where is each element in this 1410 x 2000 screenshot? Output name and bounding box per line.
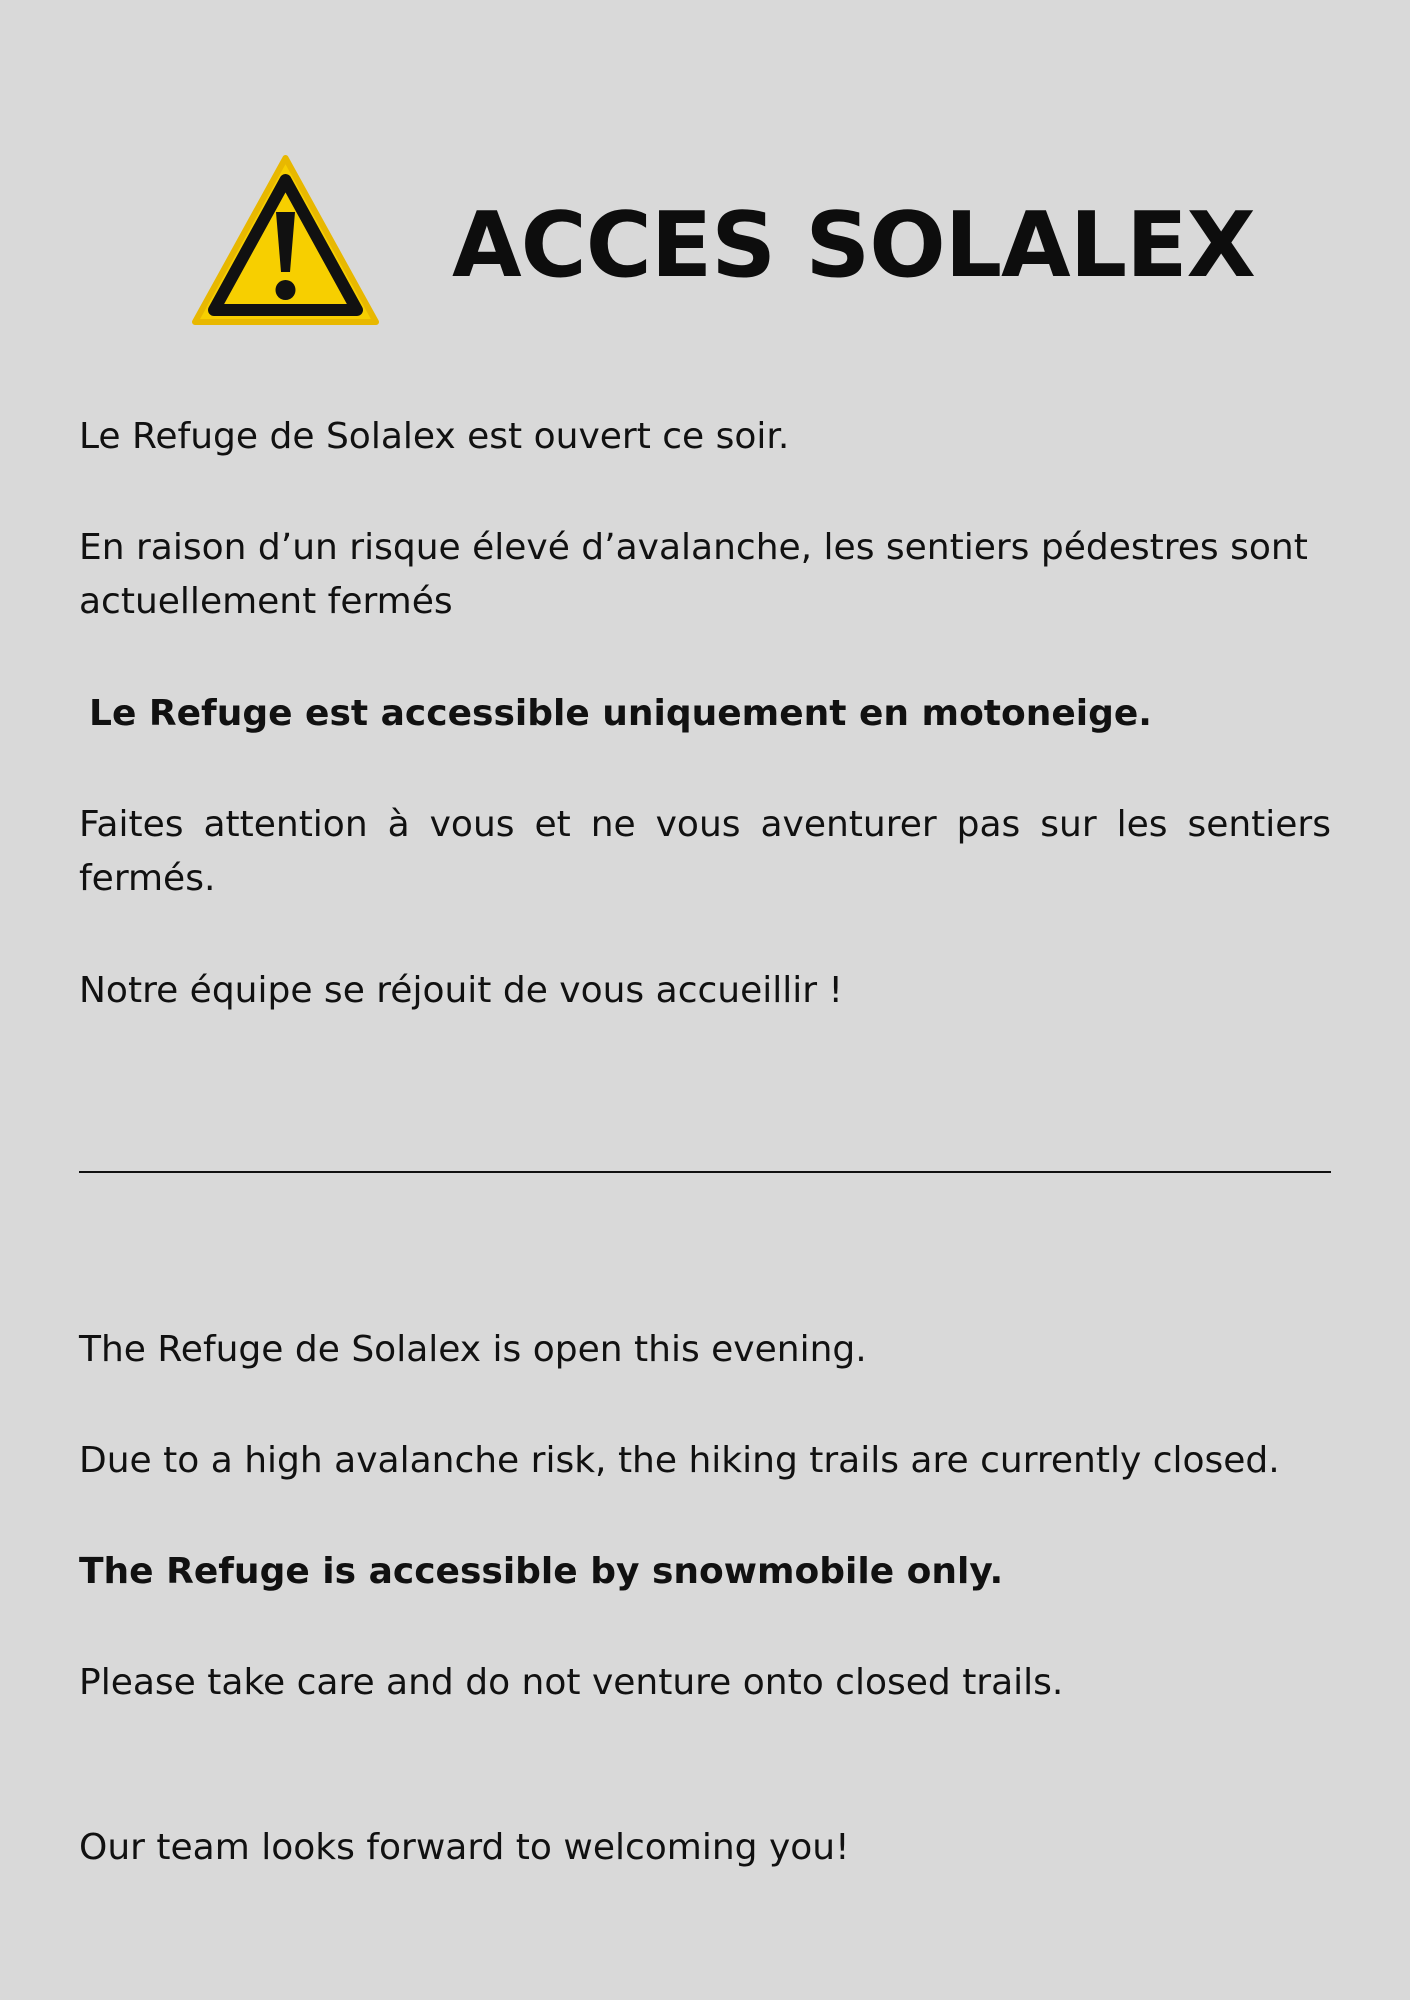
french-open-notice: Le Refuge de Solalex est ouvert ce soir. [79,416,790,457]
french-welcome-notice: Notre équipe se réjouit de vous accueillir ! [79,970,843,1011]
warning-icon [188,150,383,330]
english-access-notice: The Refuge is accessible by snowmobile only. [79,1551,1004,1592]
french-paragraph-3 [79,687,1331,741]
english-open-notice: The Refuge de Solalex is open this evening. [79,1329,867,1370]
french-paragraph-2 [79,521,1331,629]
english-paragraph-3 [79,1545,1331,1599]
english-paragraph-1 [79,1323,1331,1377]
english-caution-notice: Please take care and do not venture onto closed trails. [79,1662,1064,1703]
french-paragraph-1 [79,410,1331,464]
french-paragraph-5 [79,964,1331,1018]
english-paragraph-2 [79,1434,1331,1488]
page-title: ACCES SOLALEX [452,193,1255,298]
french-caution-notice: Faites attention à vous et ne vous aventurer pas sur les sentiers fermés. [79,804,1331,899]
section-divider [79,1171,1331,1173]
english-avalanche-notice: Due to a high avalanche risk, the hiking trails are currently closed. [79,1440,1280,1481]
english-paragraph-5 [79,1821,1331,1875]
french-paragraph-4 [79,798,1331,906]
english-welcome-notice: Our team looks forward to welcoming you! [79,1827,850,1868]
english-paragraph-4 [79,1656,1331,1710]
header [0,150,1410,335]
french-avalanche-notice: En raison d’un risque élevé d’avalanche, les sentiers pédestres sont actuellement fermés [79,527,1308,622]
french-access-notice: Le Refuge est accessible uniquement en motoneige. [89,693,1152,734]
